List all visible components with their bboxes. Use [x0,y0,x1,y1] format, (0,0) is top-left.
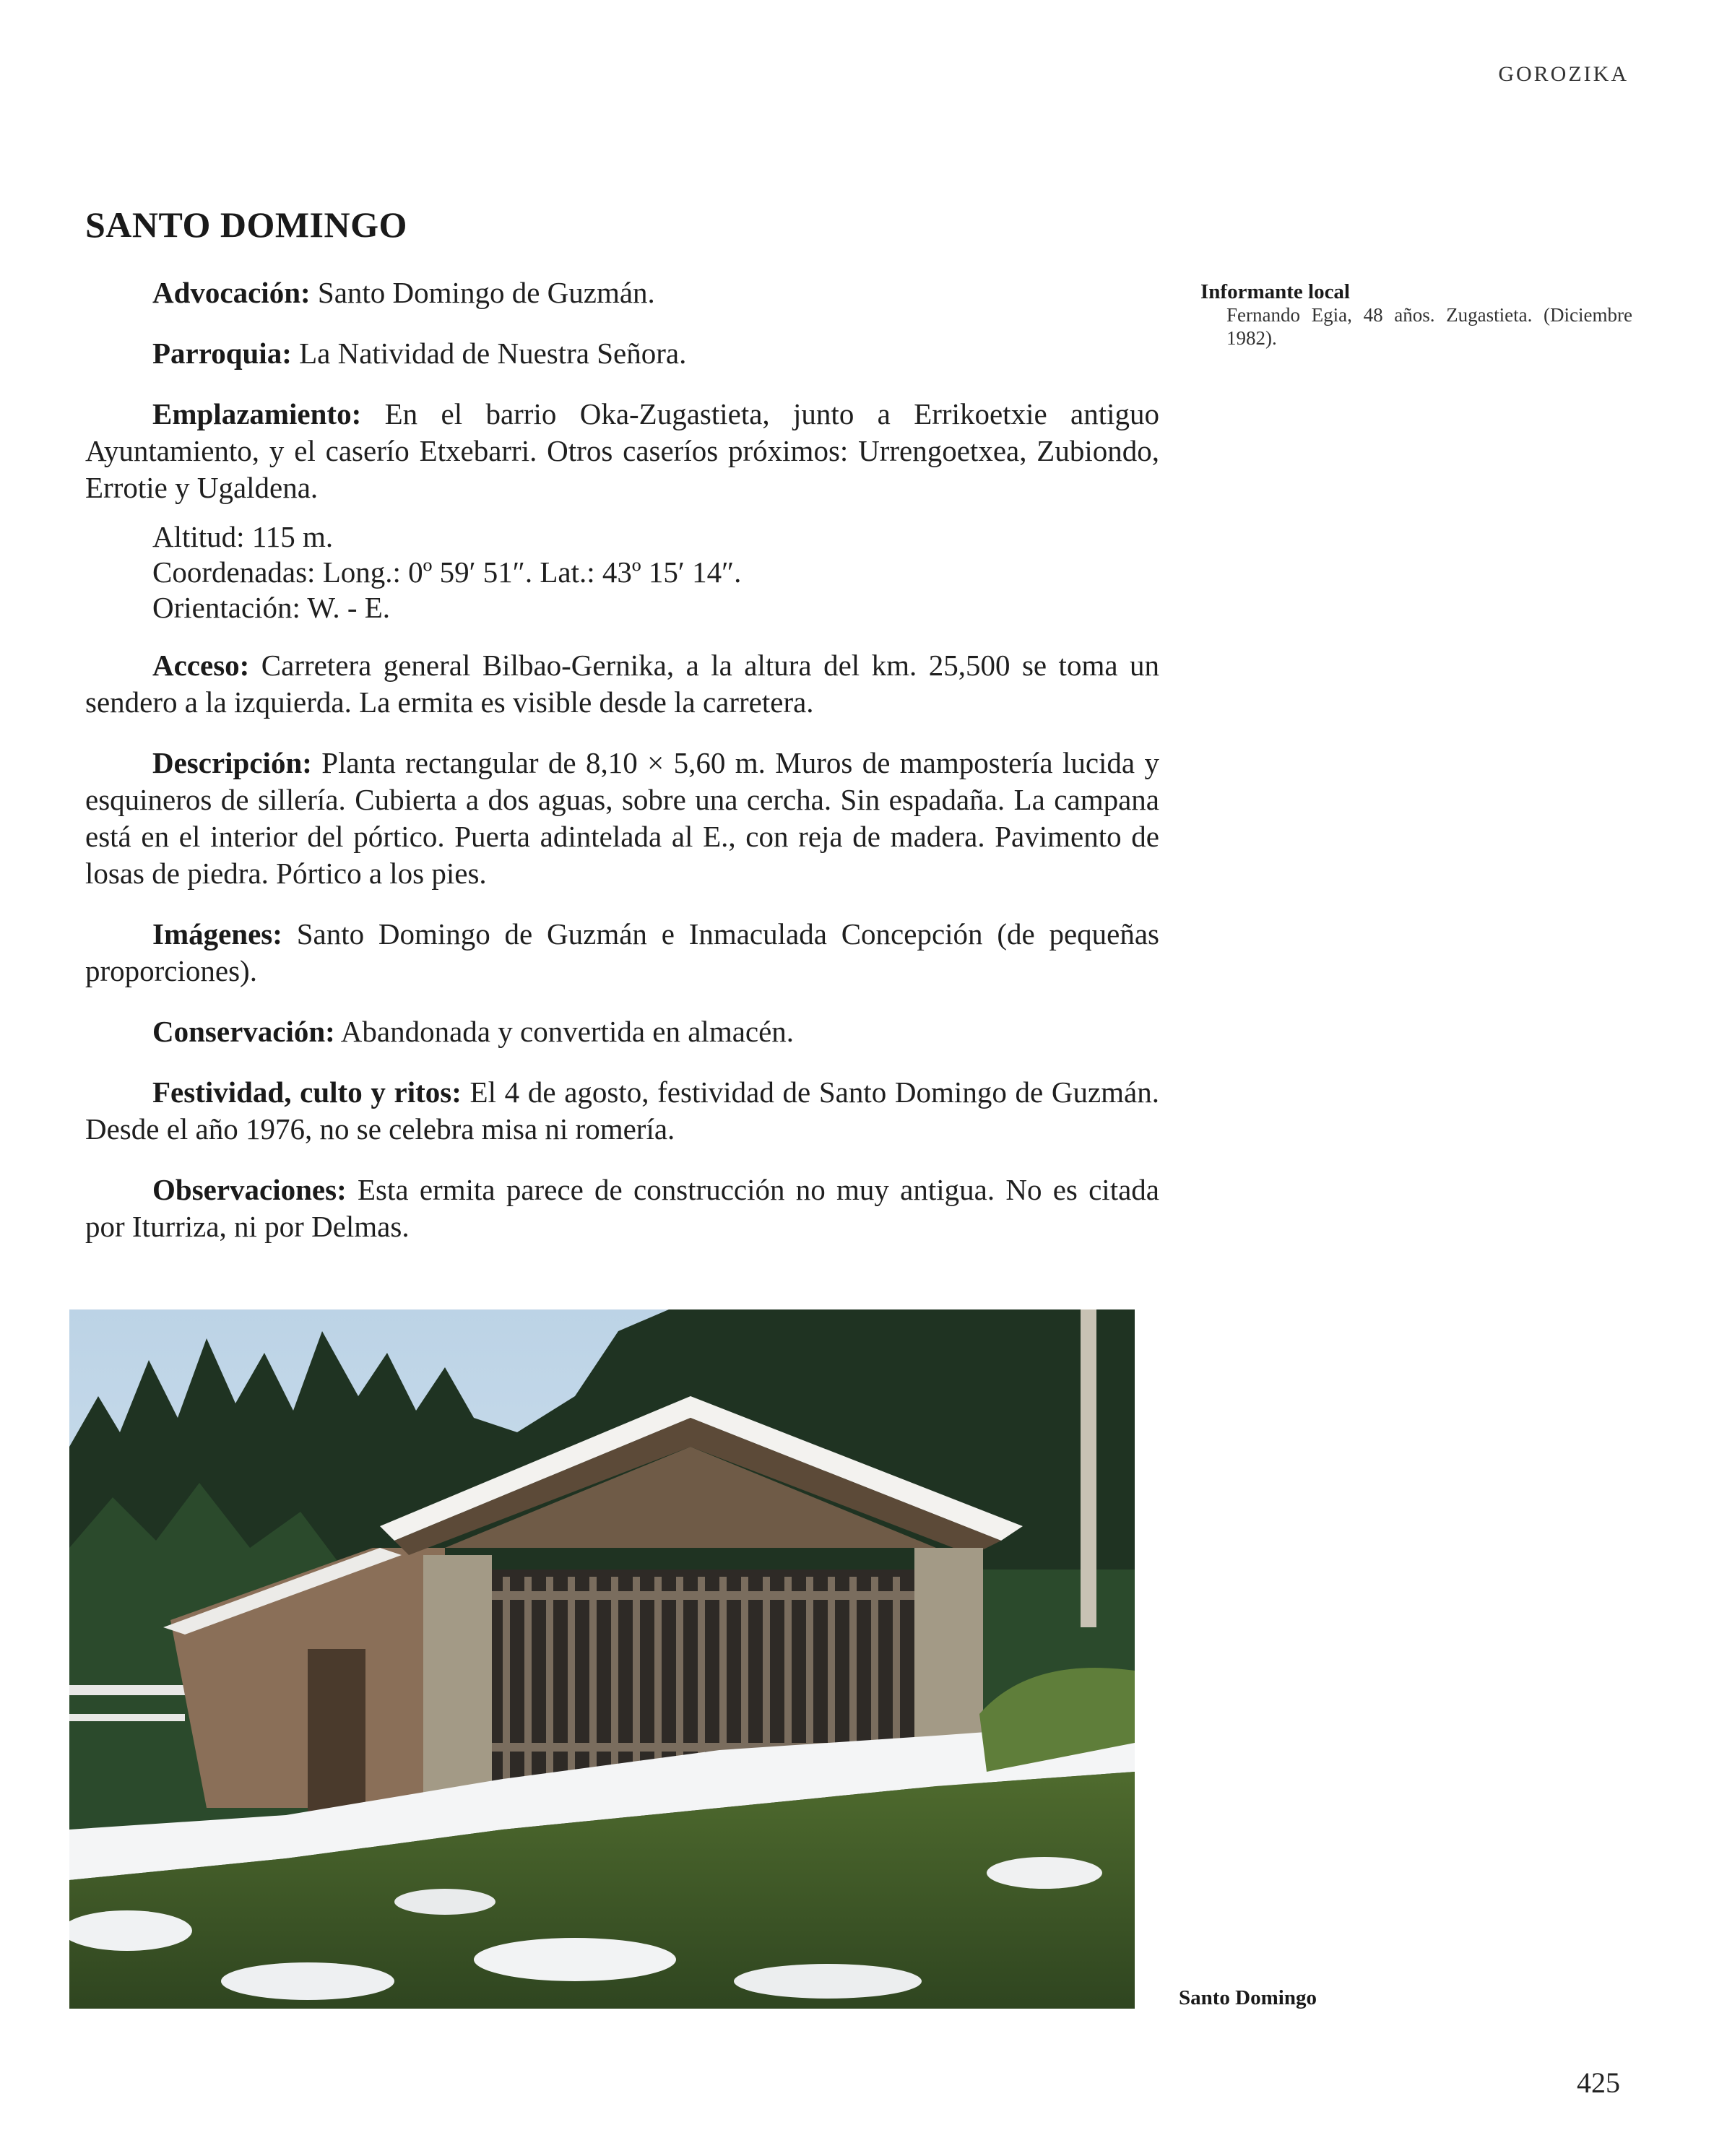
field-parroquia [85,335,1159,372]
running-head: GOROZIKA [1498,62,1629,86]
field-value: Santo Domingo de Guzmán. [310,276,655,309]
photo-caption: Santo Domingo [1179,1986,1317,2009]
field-label: Advocación: [152,276,311,309]
altitud: Altitud: 115 m. [152,520,334,553]
field-acceso [85,647,1159,721]
field-value: En el barrio Oka-Zugastieta, junto a Errikoetxie antiguo Ayuntamiento, y el caserío Etxebarri. Otros caseríos próximos: Urrengoetxea, Zubiondo, Errotie y Ugaldena. [85,397,1159,504]
field-observaciones [85,1172,1159,1245]
field-label: Emplazamiento: [152,397,362,430]
sidebar-title: Informante local [1200,280,1350,303]
field-value: Santo Domingo de Guzmán e Inmaculada Concepción (de pequeñas proporciones). [85,917,1159,987]
main-text [85,274,1159,1269]
field-label: Observaciones: [152,1173,347,1206]
orientacion: Orientación: W. - E. [152,591,391,624]
field-conservacion [85,1013,1159,1050]
field-value: El 4 de agosto, festividad de Santo Domingo de Guzmán. Desde el año 1976, no se celebra misa ni romería. [85,1075,1159,1146]
page-number: 425 [1577,2066,1620,2099]
field-label: Parroquia: [152,337,292,370]
photo-illustration [69,1309,1135,2009]
field-value: Abandonada y convertida en almacén. [334,1015,795,1048]
field-emplazamiento [85,396,1159,506]
field-value: Planta rectangular de 8,10 × 5,60 m. Muros de mampostería lucida y esquineros de sillería. Cubierta a dos aguas, sobre una cercha. Sin espadaña. La campana está en el interior del pórtico. Puerta adintelada al E., con reja de madera. Pavimento de losas de piedra. Pórtico a los pies. [85,746,1159,890]
field-label: Descripción: [152,746,312,779]
sidebar-informante [1200,280,1632,350]
field-label: Festividad, culto y ritos: [152,1075,462,1109]
field-value: Esta ermita parece de construcción no muy antigua. No es citada por Iturriza, ni por Delmas. [85,1173,1159,1243]
field-imagenes [85,916,1159,990]
field-label: Acceso: [152,649,250,682]
field-advocacion [85,274,1159,311]
sidebar-text: Fernando Egia, 48 años. Zugastieta. (Diciembre 1982). [1226,304,1632,349]
technical-data [152,519,1159,625]
field-festividad [85,1074,1159,1148]
page-title: SANTO DOMINGO [85,204,407,245]
coordenadas: Coordenadas: Long.: 0º 59′ 51″. Lat.: 43º 15′ 14″. [152,555,742,589]
field-label: Conservación: [152,1015,335,1048]
field-label: Imágenes: [152,917,282,951]
hermitage-photo [69,1309,1135,2009]
field-descripcion [85,745,1159,892]
field-value: Carretera general Bilbao-Gernika, a la altura del km. 25,500 se toma un sendero a la izquierda. La ermita es visible desde la carretera. [85,649,1159,719]
field-value: La Natividad de Nuestra Señora. [291,337,687,370]
